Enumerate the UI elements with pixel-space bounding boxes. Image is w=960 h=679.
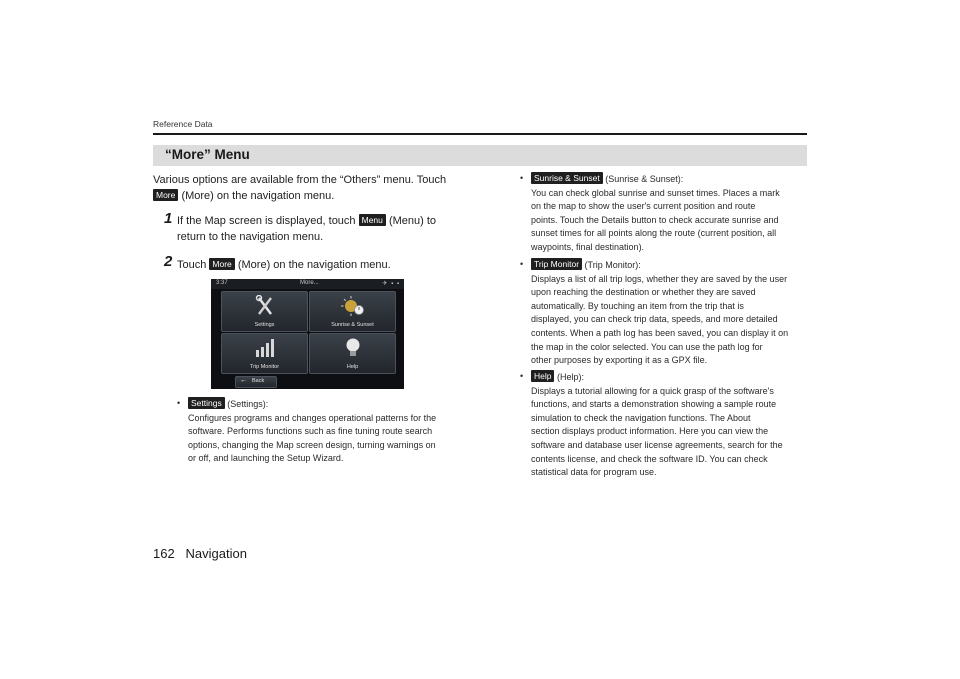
step-1-number: 1 [164,210,173,227]
status-bar [211,279,404,289]
trip-monitor-description [520,258,811,368]
status-time: 3:37 [216,280,228,286]
intro-text-after: (More) on the navigation menu. [181,190,335,202]
item-line: options, changing the Map screen design, turning warnings on [188,439,436,450]
more-button-label: More [209,258,234,270]
help-button-label: Help [531,370,554,382]
step-2-text-before: Touch [177,259,207,271]
sunrise-sunset-button-label: Sunrise & Sunset [531,172,603,184]
step-1-text [177,213,477,245]
lightbulb-icon [310,337,395,364]
item-line: points. Touch the Details button to check accurate sunrise and [531,214,779,225]
tools-icon [222,295,307,322]
item-line: upon reaching the destination or whether they are saved [531,287,756,298]
item-line: simulation to check the navigation functions. The About [531,412,751,423]
item-line: on the map to show the user's current position and route [531,201,756,212]
running-header: Reference Data [153,119,213,129]
tile-label: Help [346,364,359,370]
item-line: functions, and starts a demonstration showing a sample route [531,399,777,410]
item-line: section displays product information. Here you can view the [531,426,769,437]
step-2-text-after: (More) on the navigation menu. [237,259,391,271]
back-arrow-icon: ← [240,377,247,384]
section-title: “More” Menu [165,147,250,162]
tile-label: Settings [254,322,275,328]
step-2-number: 2 [164,253,173,270]
bullet: • [520,371,524,381]
item-name: (Help): [557,372,585,382]
back-button[interactable] [235,376,277,388]
sun-icon [310,295,395,322]
item-line: Displays a list of all trip logs, whether they are saved by the user [531,273,788,284]
item-line: displayed, you can check trip data, speeds, and more detailed [531,314,778,325]
sunrise-sunset-tile[interactable] [309,291,396,332]
item-line: the map in the color selected. You can use the path log for [531,341,763,352]
step-1-text-line2: return to the navigation menu. [177,231,324,243]
help-tile[interactable] [309,333,396,374]
help-description [520,370,811,480]
item-line: Displays a tutorial allowing for a quick grasp of the software's [531,385,774,396]
sunrise-sunset-description [520,172,811,255]
step-1-text-before: If the Map screen is displayed, touch [177,215,356,227]
item-line: other purposes by exporting it as a GPX file. [531,355,708,366]
trip-monitor-button-label: Trip Monitor [531,258,582,270]
more-button-label: More [153,189,178,201]
tile-label: Sunrise & Sunset [331,322,374,328]
tile-label: Trip Monitor [249,364,280,370]
settings-tile[interactable] [221,291,308,332]
bullet: • [520,173,524,183]
item-line: automatically. By touching an item from the trip that is [531,300,744,311]
status-icons: ✈ ▪ ▪ [382,281,400,287]
item-name: (Sunrise & Sunset): [605,174,684,184]
settings-button-label: Settings [188,397,225,409]
header-rule [153,133,807,135]
intro-paragraph [153,172,473,204]
bullet: • [520,259,524,269]
navigation-more-screen [211,279,404,389]
item-line: Configures programs and changes operational patterns for the [188,412,437,423]
item-line: sunset times for all points along the route (current position, all [531,228,777,239]
bar-chart-icon [222,337,307,364]
item-line: statistical data for program use. [531,467,657,478]
bullet: • [177,398,181,408]
item-name: (Settings): [227,399,269,409]
step-2-text [177,257,477,273]
item-line: or off, and launching the Setup Wizard. [188,453,344,464]
item-line: contents. When a path log has been saved, you can display it on [531,327,789,338]
back-label: Back [252,378,265,384]
item-line: software and database user license agreements, search for the [531,439,783,450]
page-footer: 162 Navigation [153,546,247,561]
trip-monitor-tile[interactable] [221,333,308,374]
settings-description [177,397,478,466]
item-line: software. Performs functions such as fine tuning route search [188,426,433,437]
item-name: (Trip Monitor): [584,260,641,270]
menu-button-label: Menu [359,214,386,226]
intro-text-before: Various options are available from the “Others” menu. Touch [153,174,447,186]
item-line: contents license, and check the software ID. You can check [531,453,768,464]
section-title-bar [153,145,807,166]
screen-title: More... [300,280,319,286]
item-line: waypoints, final destination). [531,241,645,252]
item-line: You can check global sunrise and sunset times. Places a mark [531,187,780,198]
step-1-text-after: (Menu) to [388,215,437,227]
